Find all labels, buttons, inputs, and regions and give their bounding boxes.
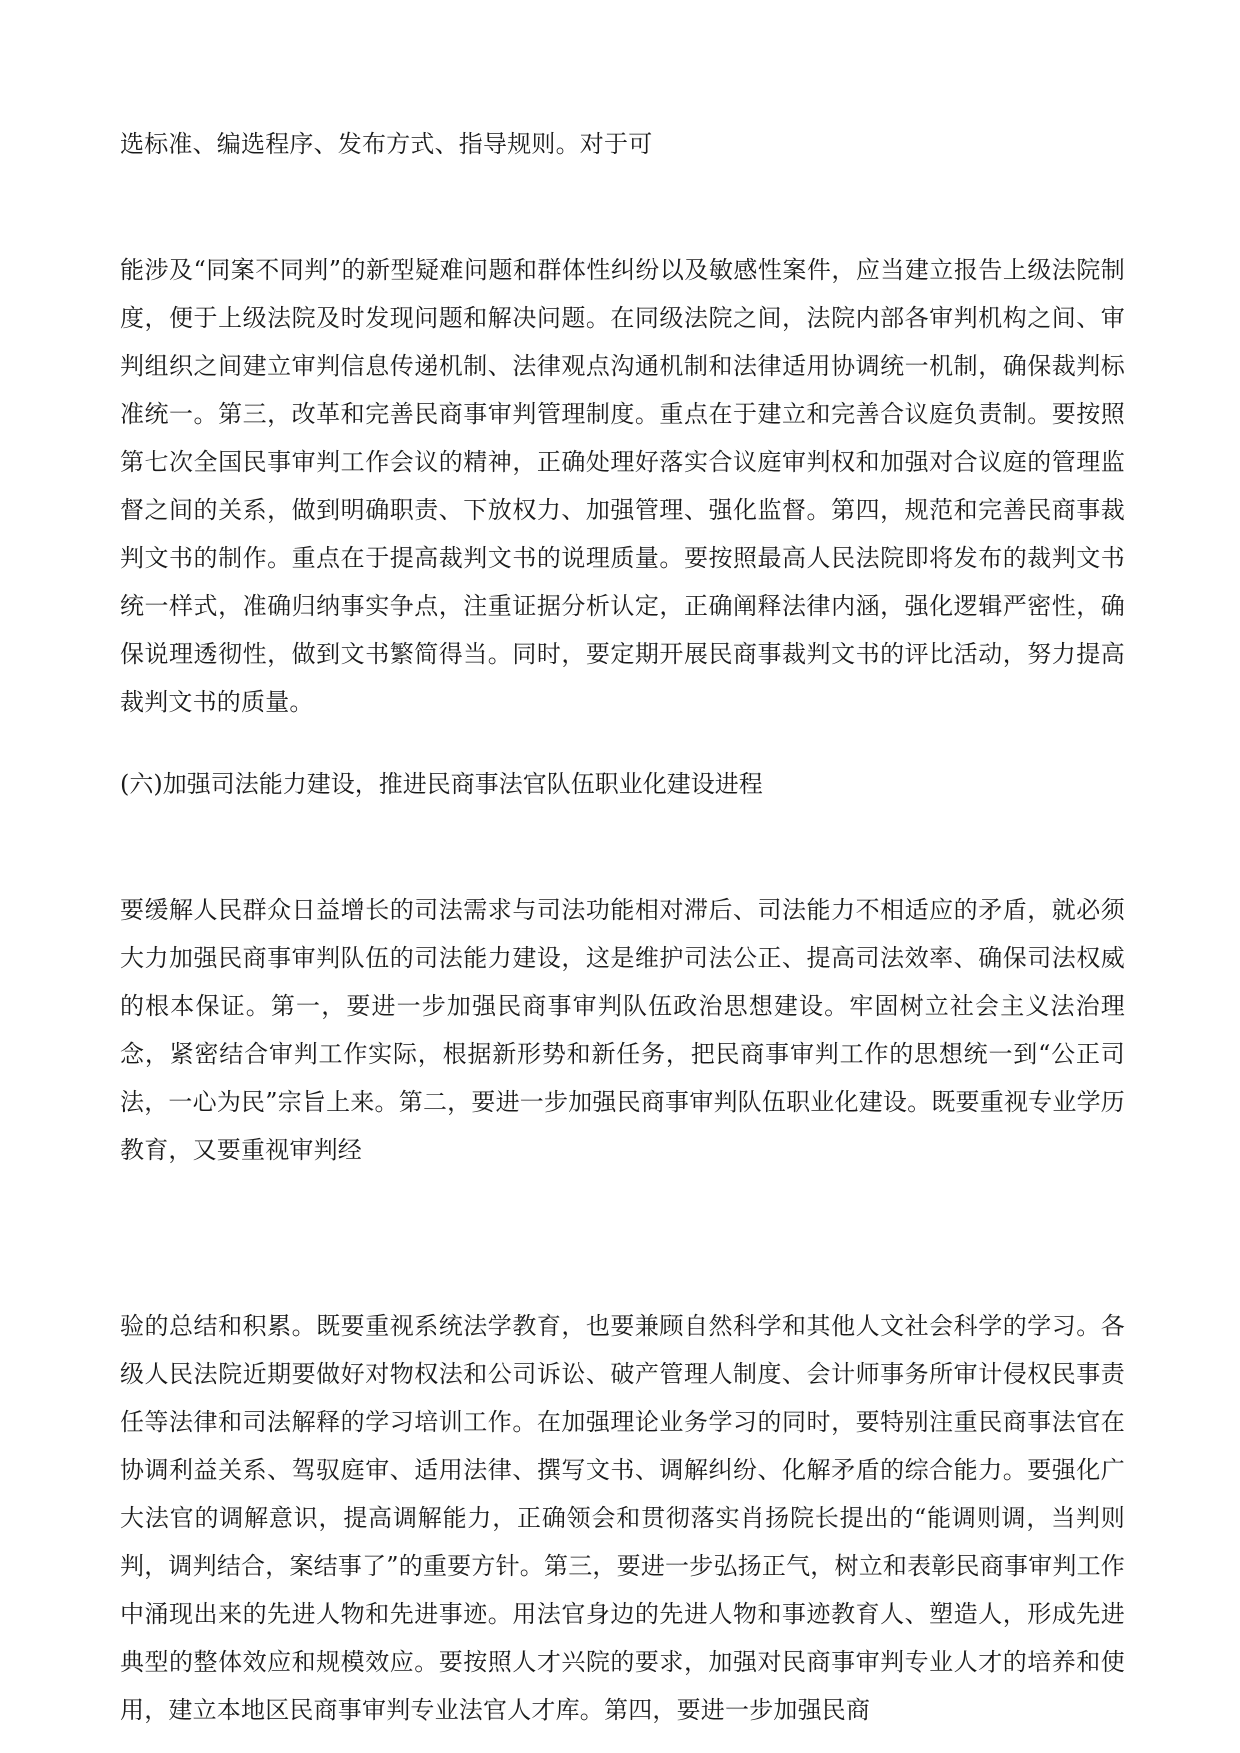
paragraph-capacity-building: 要缓解人民群众日益增长的司法需求与司法功能相对滞后、司法能力不相适应的矛盾，就必须大力加强民商事审判队伍的司法能力建设，这是维护司法公正、提高司法效率、确保司法权威的根本保证。第一，要进一步加强民商事审判队伍政治思想建设。牢固树立社会主义法治理念，紧密结合审判工作实际，根据新形势和新任务，把民商事审判工作的思想统一到“公正司法，一心为民”宗旨上来。第二，要进一步加强民商事审判队伍职业化建设。既要重视专业学历教育，又要重视审判经 bbox=[120, 896, 1125, 1164]
paragraph-training: 验的总结和积累。既要重视系统法学教育，也要兼顾自然科学和其他人文社会科学的学习。各级人民法院近期要做好对物权法和公司诉讼、破产管理人制度、会计师事务所审计侵权民事责任等法律和司法解释的学习培训工作。在加强理论业务学习的同时，要特别注重民商事法官在协调利益关系、驾驭庭审、适用法律、撰写文书、调解纠纷、化解矛盾的综合能力。要强化广大法官的调解意识，提高调解能力，正确领会和贯彻落实肖扬院长提出的“能调则调，当判则判，调判结合，案结事了”的重要方针。第三，要进一步弘扬正气，树立和表彰民商事审判工作中涌现出来的先进人物和先进事迹。用法官身边的先进人物和事迹教育人、塑造人，形成先进典型的整体效应和规模效应。要按照人才兴院的要求，加强对民商事审判专业人才的培养和使用，建立本地区民商事审判专业法官人才库。第四，要进一步加强民商 bbox=[120, 1312, 1125, 1724]
section-heading: (六)加强司法能力建设，推进民商事法官队伍职业化建设进程 bbox=[120, 770, 763, 798]
paragraph-judicial-management: 能涉及“同案不同判”的新型疑难问题和群体性纠纷以及敏感性案件，应当建立报告上级法院制度，便于上级法院及时发现问题和解决问题。在同级法院之间，法院内部各审判机构之间、审判组织之间建立审判信息传递机制、法律观点沟通机制和法律适用协调统一机制，确保裁判标准统一。第三，改革和完善民商事审判管理制度。重点在于建立和完善合议庭负责制。要按照第七次全国民事审判工作会议的精神，正确处理好落实合议庭审判权和加强对合议庭的管理监督之间的关系，做到明确职责、下放权力、加强管理、强化监督。第四，规范和完善民商事裁判文书的制作。重点在于提高裁判文书的说理质量。要按照最高人民法院即将发布的裁判文书统一样式，准确归纳事实争点，注重证据分析认定，正确阐释法律内涵，强化逻辑严密性，确保说理透彻性，做到文书繁简得当。同时，要定期开展民商事裁判文书的评比活动，努力提高裁判文书的质量。 bbox=[120, 256, 1125, 716]
paragraph-continuation: 选标准、编选程序、发布方式、指导规则。对于可 bbox=[120, 130, 653, 158]
